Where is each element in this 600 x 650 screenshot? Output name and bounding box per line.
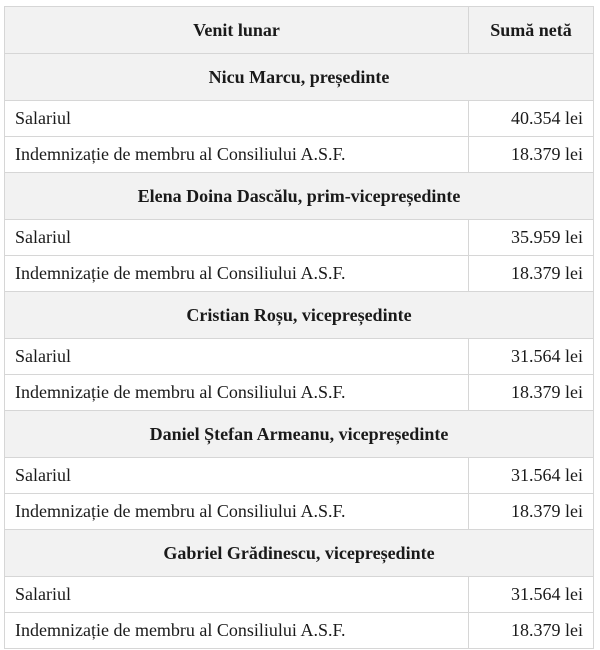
income-label: Indemnizație de membru al Consiliului A.S.F.	[5, 137, 469, 173]
income-amount: 18.379 lei	[469, 256, 594, 292]
income-label: Indemnizație de membru al Consiliului A.S.F.	[5, 494, 469, 530]
income-amount: 18.379 lei	[469, 494, 594, 530]
group-row	[5, 292, 594, 339]
table-row	[5, 494, 594, 530]
income-amount: 31.564 lei	[469, 339, 594, 375]
income-label: Indemnizație de membru al Consiliului A.S.F.	[5, 375, 469, 411]
income-label: Indemnizație de membru al Consiliului A.S.F.	[5, 613, 469, 649]
income-label: Indemnizație de membru al Consiliului A.S.F.	[5, 256, 469, 292]
table-row	[5, 101, 594, 137]
group-row	[5, 411, 594, 458]
income-label: Salariul	[5, 101, 469, 137]
income-amount: 31.564 lei	[469, 458, 594, 494]
income-label: Salariul	[5, 577, 469, 613]
group-row	[5, 173, 594, 220]
table-row	[5, 339, 594, 375]
income-amount: 18.379 lei	[469, 137, 594, 173]
table-row	[5, 577, 594, 613]
income-amount: 18.379 lei	[469, 613, 594, 649]
person-name: Daniel Ștefan Armeanu, vicepreședinte	[5, 411, 594, 458]
person-name: Elena Doina Dascălu, prim-vicepreședinte	[5, 173, 594, 220]
income-label: Salariul	[5, 220, 469, 256]
person-name: Gabriel Grădinescu, vicepreședinte	[5, 530, 594, 577]
income-label: Salariul	[5, 458, 469, 494]
income-label: Salariul	[5, 339, 469, 375]
table-row	[5, 458, 594, 494]
header-row	[5, 7, 594, 54]
person-name: Nicu Marcu, președinte	[5, 54, 594, 101]
income-amount: 35.959 lei	[469, 220, 594, 256]
table-row	[5, 256, 594, 292]
income-table	[4, 6, 594, 649]
table-row	[5, 220, 594, 256]
person-name: Cristian Roșu, vicepreședinte	[5, 292, 594, 339]
group-row	[5, 530, 594, 577]
income-amount: 31.564 lei	[469, 577, 594, 613]
table-row	[5, 613, 594, 649]
table-row	[5, 375, 594, 411]
income-amount: 18.379 lei	[469, 375, 594, 411]
header-income: Venit lunar	[5, 7, 469, 54]
header-net-sum: Sumă netă	[469, 7, 594, 54]
income-amount: 40.354 lei	[469, 101, 594, 137]
group-row	[5, 54, 594, 101]
table-row	[5, 137, 594, 173]
